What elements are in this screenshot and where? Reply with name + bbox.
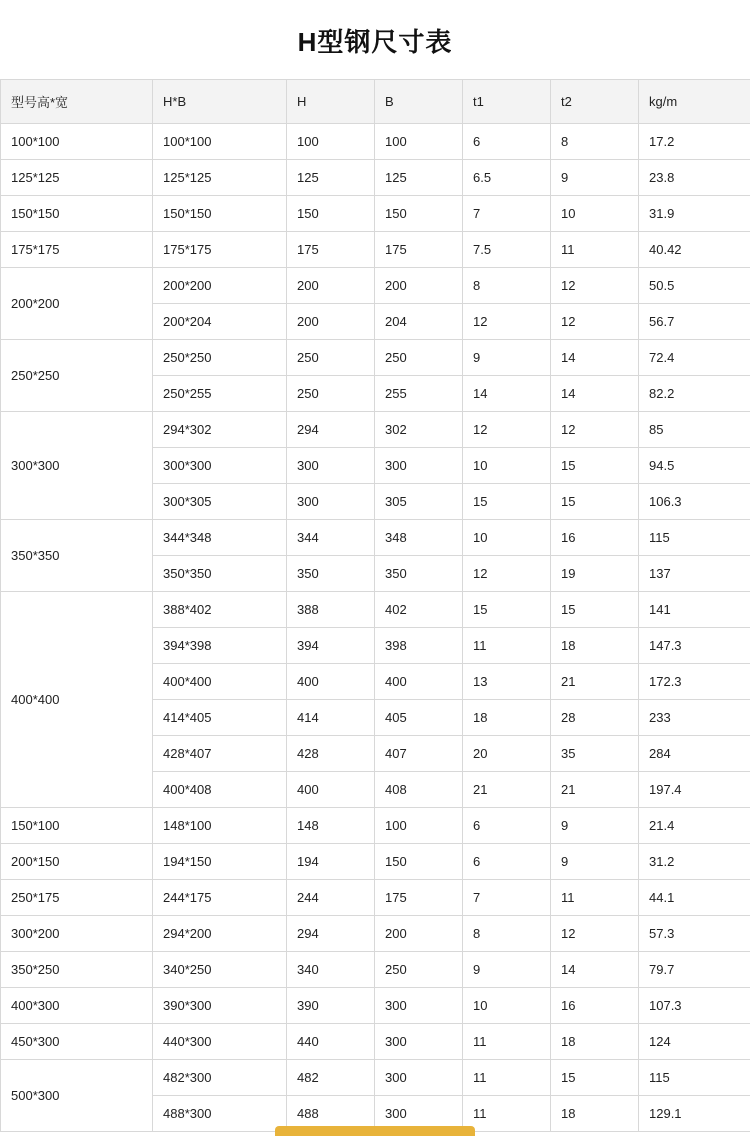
cell-h: 194 — [287, 844, 375, 880]
cell-b: 300 — [375, 448, 463, 484]
cell-t1: 11 — [463, 1096, 551, 1132]
table-row — [1, 520, 750, 556]
cell-kgm: 107.3 — [639, 988, 750, 1024]
cell-t2: 10 — [551, 196, 639, 232]
cell-t2: 16 — [551, 520, 639, 556]
cell-kgm: 72.4 — [639, 340, 750, 376]
cell-h: 125 — [287, 160, 375, 196]
cell-t1: 8 — [463, 916, 551, 952]
table-row — [1, 268, 750, 304]
cell-t2: 9 — [551, 160, 639, 196]
cell-h: 150 — [287, 196, 375, 232]
cell-hb: 200*200 — [153, 268, 287, 304]
cell-hb: 440*300 — [153, 1024, 287, 1060]
cell-t1: 11 — [463, 1060, 551, 1096]
cell-t2: 15 — [551, 448, 639, 484]
cell-kgm: 106.3 — [639, 484, 750, 520]
cell-t2: 15 — [551, 592, 639, 628]
cell-model: 350*350 — [1, 520, 153, 592]
cell-t1: 21 — [463, 772, 551, 808]
cell-model: 150*150 — [1, 196, 153, 232]
cell-hb: 250*250 — [153, 340, 287, 376]
cell-h: 100 — [287, 124, 375, 160]
column-header-h: H — [287, 80, 375, 124]
cell-hb: 100*100 — [153, 124, 287, 160]
table-body — [1, 124, 750, 1132]
table-row — [1, 916, 750, 952]
cell-model: 250*250 — [1, 340, 153, 412]
cell-hb: 488*300 — [153, 1096, 287, 1132]
cell-b: 300 — [375, 1096, 463, 1132]
cell-t1: 15 — [463, 484, 551, 520]
cell-model: 125*125 — [1, 160, 153, 196]
cell-kgm: 79.7 — [639, 952, 750, 988]
cell-t1: 14 — [463, 376, 551, 412]
cell-b: 200 — [375, 916, 463, 952]
cell-h: 350 — [287, 556, 375, 592]
cell-kgm: 233 — [639, 700, 750, 736]
footer-accent-bar — [275, 1126, 475, 1136]
cell-hb: 294*200 — [153, 916, 287, 952]
cell-model: 500*300 — [1, 1060, 153, 1132]
cell-h: 482 — [287, 1060, 375, 1096]
cell-kgm: 94.5 — [639, 448, 750, 484]
cell-b: 150 — [375, 196, 463, 232]
cell-b: 302 — [375, 412, 463, 448]
cell-hb: 250*255 — [153, 376, 287, 412]
cell-model: 450*300 — [1, 1024, 153, 1060]
cell-hb: 394*398 — [153, 628, 287, 664]
cell-t2: 18 — [551, 1096, 639, 1132]
cell-b: 204 — [375, 304, 463, 340]
cell-h: 175 — [287, 232, 375, 268]
cell-kgm: 115 — [639, 1060, 750, 1096]
cell-hb: 340*250 — [153, 952, 287, 988]
cell-hb: 244*175 — [153, 880, 287, 916]
cell-t1: 8 — [463, 268, 551, 304]
cell-model: 250*175 — [1, 880, 153, 916]
cell-t2: 12 — [551, 268, 639, 304]
cell-hb: 482*300 — [153, 1060, 287, 1096]
column-header-kgm: kg/m — [639, 80, 750, 124]
cell-t1: 6.5 — [463, 160, 551, 196]
cell-kgm: 50.5 — [639, 268, 750, 304]
cell-t2: 9 — [551, 844, 639, 880]
cell-t1: 7 — [463, 196, 551, 232]
cell-kgm: 40.42 — [639, 232, 750, 268]
cell-b: 300 — [375, 988, 463, 1024]
table-header-row — [1, 80, 750, 124]
cell-hb: 150*150 — [153, 196, 287, 232]
cell-model: 100*100 — [1, 124, 153, 160]
cell-t2: 21 — [551, 772, 639, 808]
page-title: H型钢尺寸表 — [297, 27, 453, 57]
cell-h: 250 — [287, 376, 375, 412]
cell-h: 300 — [287, 484, 375, 520]
footer-bar — [0, 1124, 750, 1136]
cell-t2: 28 — [551, 700, 639, 736]
cell-t1: 9 — [463, 952, 551, 988]
cell-h: 344 — [287, 520, 375, 556]
table-row — [1, 124, 750, 160]
cell-b: 300 — [375, 1024, 463, 1060]
cell-t2: 14 — [551, 340, 639, 376]
table-row — [1, 844, 750, 880]
cell-kgm: 85 — [639, 412, 750, 448]
cell-h: 394 — [287, 628, 375, 664]
cell-kgm: 44.1 — [639, 880, 750, 916]
cell-h: 440 — [287, 1024, 375, 1060]
steel-dimension-table — [0, 79, 750, 1132]
cell-t2: 8 — [551, 124, 639, 160]
cell-b: 200 — [375, 268, 463, 304]
cell-hb: 400*408 — [153, 772, 287, 808]
cell-model: 150*100 — [1, 808, 153, 844]
cell-hb: 194*150 — [153, 844, 287, 880]
cell-hb: 428*407 — [153, 736, 287, 772]
table-row — [1, 412, 750, 448]
cell-hb: 200*204 — [153, 304, 287, 340]
cell-hb: 344*348 — [153, 520, 287, 556]
column-header-model: 型号高*宽 — [1, 80, 153, 124]
cell-h: 390 — [287, 988, 375, 1024]
cell-t2: 12 — [551, 412, 639, 448]
cell-b: 400 — [375, 664, 463, 700]
cell-kgm: 124 — [639, 1024, 750, 1060]
cell-kgm: 31.9 — [639, 196, 750, 232]
cell-kgm: 172.3 — [639, 664, 750, 700]
cell-t1: 12 — [463, 556, 551, 592]
cell-b: 300 — [375, 1060, 463, 1096]
cell-model: 300*200 — [1, 916, 153, 952]
cell-h: 414 — [287, 700, 375, 736]
cell-hb: 300*305 — [153, 484, 287, 520]
cell-b: 250 — [375, 340, 463, 376]
cell-t1: 6 — [463, 844, 551, 880]
cell-t1: 6 — [463, 124, 551, 160]
cell-model: 175*175 — [1, 232, 153, 268]
cell-t1: 12 — [463, 412, 551, 448]
cell-h: 200 — [287, 268, 375, 304]
cell-h: 244 — [287, 880, 375, 916]
cell-t2: 11 — [551, 232, 639, 268]
cell-hb: 390*300 — [153, 988, 287, 1024]
cell-b: 398 — [375, 628, 463, 664]
column-header-t2: t2 — [551, 80, 639, 124]
cell-t1: 15 — [463, 592, 551, 628]
table-row — [1, 232, 750, 268]
cell-h: 388 — [287, 592, 375, 628]
cell-hb: 350*350 — [153, 556, 287, 592]
table-header — [1, 80, 750, 124]
column-header-b: B — [375, 80, 463, 124]
cell-t1: 7 — [463, 880, 551, 916]
table-row — [1, 340, 750, 376]
cell-t2: 19 — [551, 556, 639, 592]
cell-h: 300 — [287, 448, 375, 484]
cell-t2: 16 — [551, 988, 639, 1024]
cell-hb: 148*100 — [153, 808, 287, 844]
cell-h: 340 — [287, 952, 375, 988]
cell-hb: 300*300 — [153, 448, 287, 484]
cell-h: 488 — [287, 1096, 375, 1132]
cell-b: 402 — [375, 592, 463, 628]
cell-b: 350 — [375, 556, 463, 592]
cell-b: 405 — [375, 700, 463, 736]
cell-hb: 414*405 — [153, 700, 287, 736]
table-row — [1, 196, 750, 232]
cell-b: 100 — [375, 808, 463, 844]
cell-h: 294 — [287, 916, 375, 952]
column-header-hb: H*B — [153, 80, 287, 124]
cell-t2: 18 — [551, 628, 639, 664]
cell-kgm: 21.4 — [639, 808, 750, 844]
cell-kgm: 129.1 — [639, 1096, 750, 1132]
cell-kgm: 141 — [639, 592, 750, 628]
table-row — [1, 592, 750, 628]
cell-kgm: 284 — [639, 736, 750, 772]
cell-t2: 14 — [551, 376, 639, 412]
table-row — [1, 1060, 750, 1096]
cell-b: 125 — [375, 160, 463, 196]
cell-kgm: 197.4 — [639, 772, 750, 808]
cell-b: 305 — [375, 484, 463, 520]
cell-hb: 125*125 — [153, 160, 287, 196]
cell-kgm: 82.2 — [639, 376, 750, 412]
cell-kgm: 23.8 — [639, 160, 750, 196]
cell-model: 350*250 — [1, 952, 153, 988]
cell-hb: 400*400 — [153, 664, 287, 700]
cell-t1: 13 — [463, 664, 551, 700]
cell-t1: 7.5 — [463, 232, 551, 268]
cell-b: 407 — [375, 736, 463, 772]
cell-kgm: 56.7 — [639, 304, 750, 340]
cell-kgm: 17.2 — [639, 124, 750, 160]
cell-t2: 9 — [551, 808, 639, 844]
cell-b: 175 — [375, 880, 463, 916]
cell-t1: 10 — [463, 520, 551, 556]
table-row — [1, 880, 750, 916]
cell-t1: 9 — [463, 340, 551, 376]
cell-t2: 35 — [551, 736, 639, 772]
cell-b: 348 — [375, 520, 463, 556]
cell-t2: 12 — [551, 916, 639, 952]
cell-model: 400*400 — [1, 592, 153, 808]
table-row — [1, 952, 750, 988]
cell-h: 428 — [287, 736, 375, 772]
cell-h: 148 — [287, 808, 375, 844]
cell-t2: 11 — [551, 880, 639, 916]
cell-t1: 6 — [463, 808, 551, 844]
cell-model: 400*300 — [1, 988, 153, 1024]
cell-h: 400 — [287, 772, 375, 808]
table-row — [1, 988, 750, 1024]
cell-model: 200*150 — [1, 844, 153, 880]
cell-hb: 175*175 — [153, 232, 287, 268]
cell-b: 250 — [375, 952, 463, 988]
cell-model: 300*300 — [1, 412, 153, 520]
cell-b: 175 — [375, 232, 463, 268]
cell-kgm: 115 — [639, 520, 750, 556]
cell-t1: 12 — [463, 304, 551, 340]
table-row — [1, 1024, 750, 1060]
cell-b: 100 — [375, 124, 463, 160]
cell-t1: 11 — [463, 1024, 551, 1060]
cell-t1: 10 — [463, 988, 551, 1024]
cell-hb: 294*302 — [153, 412, 287, 448]
table-row — [1, 160, 750, 196]
cell-kgm: 57.3 — [639, 916, 750, 952]
cell-kgm: 31.2 — [639, 844, 750, 880]
cell-b: 408 — [375, 772, 463, 808]
cell-t1: 10 — [463, 448, 551, 484]
cell-t2: 15 — [551, 484, 639, 520]
cell-h: 250 — [287, 340, 375, 376]
cell-t2: 14 — [551, 952, 639, 988]
cell-h: 200 — [287, 304, 375, 340]
table-row — [1, 808, 750, 844]
cell-t1: 18 — [463, 700, 551, 736]
cell-hb: 388*402 — [153, 592, 287, 628]
cell-t2: 15 — [551, 1060, 639, 1096]
cell-t1: 20 — [463, 736, 551, 772]
cell-h: 294 — [287, 412, 375, 448]
cell-t2: 21 — [551, 664, 639, 700]
cell-kgm: 147.3 — [639, 628, 750, 664]
cell-kgm: 137 — [639, 556, 750, 592]
cell-t2: 12 — [551, 304, 639, 340]
cell-t1: 11 — [463, 628, 551, 664]
cell-b: 255 — [375, 376, 463, 412]
column-header-t1: t1 — [463, 80, 551, 124]
cell-b: 150 — [375, 844, 463, 880]
cell-h: 400 — [287, 664, 375, 700]
cell-model: 200*200 — [1, 268, 153, 340]
cell-t2: 18 — [551, 1024, 639, 1060]
